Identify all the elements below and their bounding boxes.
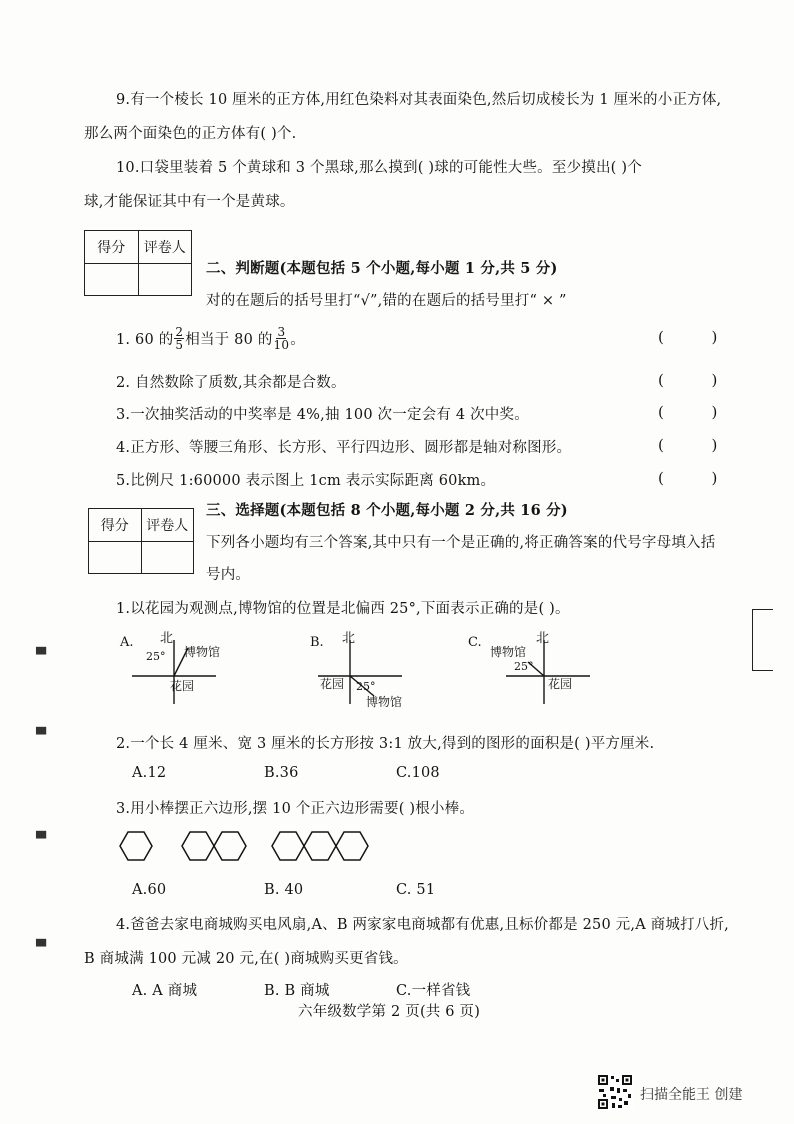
judge-q5: 5.比例尺 1:60000 表示图上 1cm 表示实际距离 60km。 [116,473,496,489]
choice-q3-option-a[interactable]: A.60 [132,882,167,898]
hexagon-icon [304,832,336,860]
grader-cell[interactable] [138,264,192,296]
judge-q1 [116,326,305,351]
judge-q3: 3.一次抽奖活动的中奖率是 4%,抽 100 次一定会有 4 次中奖。 [116,407,529,423]
judge-q1-part3: 。 [290,332,305,348]
choice-q4-line2: B 商城满 100 元减 20 元,在( )商城购买更省钱。 [84,951,408,967]
q9-line1: 9.有一个棱长 10 厘米的正方体,用红色染料对其表面染色,然后切成棱长为 1 厘米的小正方体, [116,92,722,108]
choice-q2-option-a[interactable]: A.12 [132,765,167,781]
q9-line2: 那么两个面染色的正方体有( )个. [84,126,297,142]
choice-q4-option-b[interactable]: B. B 商城 [264,983,330,999]
museum-label: 博物馆 [184,645,221,659]
grader-cell[interactable] [141,542,194,574]
choice-q2-option-c[interactable]: C.108 [396,765,440,781]
score-cell[interactable] [89,542,141,574]
museum-label: 博物馆 [490,645,527,659]
answer-paren-judge-4[interactable]: ( ) [658,436,718,454]
judge-q1-part2: 相当于 80 的 [185,332,273,348]
hexagon-icon [182,832,214,860]
section2-heading: 二、判断题(本题包括 5 个小题,每小题 1 分,共 5 分) [206,260,558,277]
fraction-denominator: 5 [175,338,184,352]
angle-label: 25° [356,680,376,693]
diagram-option-a[interactable] [119,631,220,704]
judge-q4: 4.正方形、等腰三角形、长方形、平行四边形、圆形都是轴对称图形。 [116,440,572,456]
answer-paren-judge-5[interactable]: ( ) [658,469,718,487]
choice-q4-line1: 4.爸爸去家电商城购买电风扇,A、B 两家家电商城都有优惠,且标价都是 250 元,A 商城打八折, [116,917,729,933]
garden-label: 花园 [320,677,345,691]
fraction-2-5 [174,326,184,351]
binding-bracket [752,609,773,671]
page-number: 六年级数学第 2 页(共 6 页) [298,1004,481,1020]
fraction-denominator: 10 [273,338,290,352]
section2-instruction: 对的在题后的括号里打“√”,错的在题后的括号里打“ × ” [206,293,567,309]
option-c-label: C. [468,635,482,650]
hexagon-icon [336,832,368,860]
choice-q3-option-b[interactable]: B. 40 [264,882,304,898]
fraction-numerator: 3 [277,325,286,339]
edge-mark: ▀ [36,832,46,847]
score-cell[interactable] [85,264,138,296]
answer-paren-judge-2[interactable]: ( ) [658,371,718,389]
choice-q3-option-c[interactable]: C. 51 [396,882,436,898]
q10-line2: 球,才能保证其中有一个是黄球。 [84,194,295,210]
score-box-section2 [84,230,192,296]
choice-q3: 3.用小棒摆正六边形,摆 10 个正六边形需要( )根小棒。 [116,801,475,817]
grader-label: 评卷人 [138,231,192,263]
grader-label: 评卷人 [141,509,194,541]
fraction-3-10 [274,326,290,351]
diagram-option-b[interactable] [310,631,402,709]
angle-label: 25° [146,650,166,663]
score-box-section3 [88,508,194,574]
option-a-label: A. [120,635,134,650]
museum-label: 博物馆 [366,695,403,709]
score-label: 得分 [100,518,129,534]
scanner-brand: 扫描全能王 创建 [640,1087,743,1103]
direction-diagrams [112,628,712,710]
north-label: 北 [536,631,550,646]
judge-q1-part1: 1. 60 的 [116,332,174,348]
choice-q1: 1.以花园为观测点,博物馆的位置是北偏西 25°,下面表示正确的是( )。 [116,601,570,617]
fraction-numerator: 2 [175,325,184,339]
section3-instruction-1: 下列各小题均有三个答案,其中只有一个是正确的,将正确答案的代号字母填入括 [206,535,716,551]
edge-mark: ▀ [36,940,46,955]
north-label: 北 [160,631,174,646]
diagram-option-c[interactable] [468,631,590,704]
hexagon-icon [272,832,304,860]
judge-q2: 2. 自然数除了质数,其余都是合数。 [116,375,346,391]
angle-label: 25° [514,660,534,673]
hexagon-figures [112,826,372,870]
section3-instruction-2: 号内。 [206,567,251,583]
q10-line1: 10.口袋里装着 5 个黄球和 3 个黑球,那么摸到( )球的可能性大些。至少摸出( )个 [116,160,642,176]
choice-q4-option-a[interactable]: A. A 商城 [132,983,198,999]
hexagon-icon [120,832,152,860]
option-b-label: B. [310,635,324,650]
choice-q2: 2.一个长 4 厘米、宽 3 厘米的长方形按 3:1 放大,得到的图形的面积是( )平方厘米. [116,736,655,752]
garden-label: 花园 [170,679,195,693]
hexagon-icon [214,832,246,860]
choice-q2-option-b[interactable]: B.36 [264,765,299,781]
section3-heading: 三、选择题(本题包括 8 个小题,每小题 2 分,共 16 分) [206,502,568,519]
choice-q4-option-c[interactable]: C.一样省钱 [396,983,471,999]
edge-mark: ▀ [36,648,46,663]
answer-paren-judge-1[interactable]: ( ) [658,328,718,346]
answer-paren-judge-3[interactable]: ( ) [658,403,718,421]
north-label: 北 [342,631,356,646]
edge-mark: ▀ [36,728,46,743]
garden-label: 花园 [548,677,573,691]
score-label: 得分 [97,240,126,256]
qr-code-icon [597,1074,633,1110]
